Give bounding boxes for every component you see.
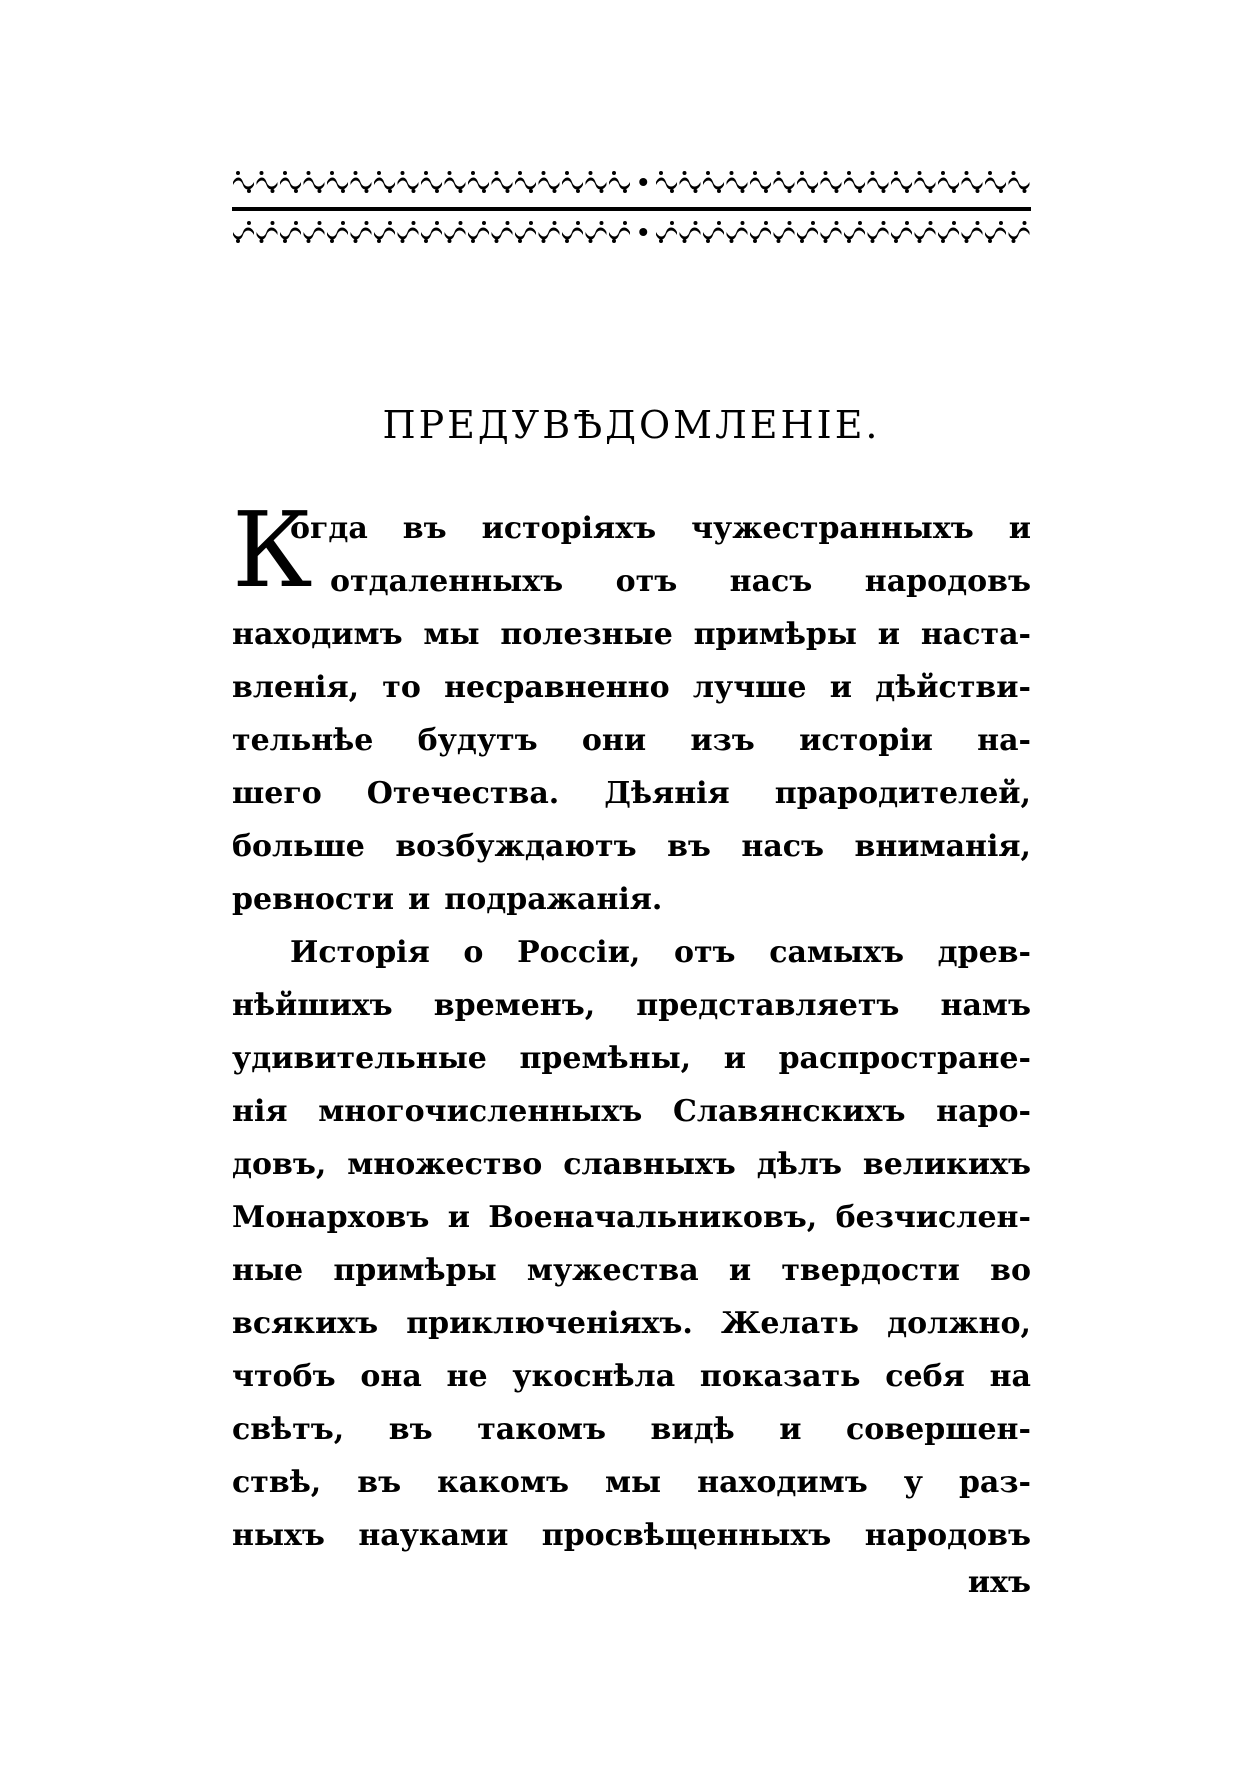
text-line: нѣйшихъ временъ, представляетъ намъ [232, 988, 1031, 1023]
text-line: ныхъ науками просвѣщенныхъ народовъ [232, 1518, 1031, 1553]
paragraph-1 [232, 502, 1031, 926]
text-line: вленія, то несравненно лучше и дѣйстви- [232, 670, 1031, 705]
body-text [232, 502, 1031, 1562]
ornament-bottom-svg [232, 218, 1031, 246]
text-line: огда въ исторіяхъ чужестранныхъ и [290, 511, 1031, 546]
paragraph-2 [232, 926, 1031, 1562]
text-line: удивительные премѣны, и распростране- [232, 1041, 1031, 1076]
text-line: свѣтъ, въ такомъ видѣ и совершен- [232, 1412, 1031, 1447]
text-line: чтобъ она не укоснѣла показать себя на [232, 1359, 1031, 1394]
text-line: всякихъ приключеніяхъ. Желать должно, [232, 1306, 1031, 1341]
text-line: Монарховъ и Военачальниковъ, безчислен- [232, 1200, 1031, 1235]
text-line: шего Отечества. Дѣянія прародителей, [232, 776, 1031, 811]
text-line: ревности и подражанія. [232, 882, 663, 917]
text-line: ствѣ, въ какомъ мы находимъ у раз- [232, 1465, 1031, 1500]
text-line: ные примѣры мужества и твердости во [232, 1253, 1031, 1288]
ornament-top-svg [232, 168, 1031, 196]
text-line: Исторія о Россіи, отъ самыхъ древ- [290, 935, 1031, 970]
page-heading: ПРЕДУВѢДОМЛЕНІЕ. [382, 403, 881, 447]
ornament-top-border [232, 168, 1031, 196]
text-line: тельнѣе будутъ они изъ исторіи на- [232, 723, 1031, 758]
text-line: довъ, множество славныхъ дѣлъ великихъ [232, 1147, 1031, 1182]
text-line: отдаленныхъ отъ насъ народовъ [330, 564, 1031, 599]
text-line: больше возбуждаютъ въ насъ вниманія, [232, 829, 1031, 864]
catchword: ихъ [967, 1565, 1031, 1600]
ornament-bottom-border [232, 218, 1031, 246]
text-line: нія многочисленныхъ Славянскихъ наро- [232, 1094, 1031, 1129]
drop-cap: К [232, 489, 313, 611]
text-line: находимъ мы полезные примѣры и наста- [232, 617, 1031, 652]
ornament-rule [232, 207, 1031, 211]
